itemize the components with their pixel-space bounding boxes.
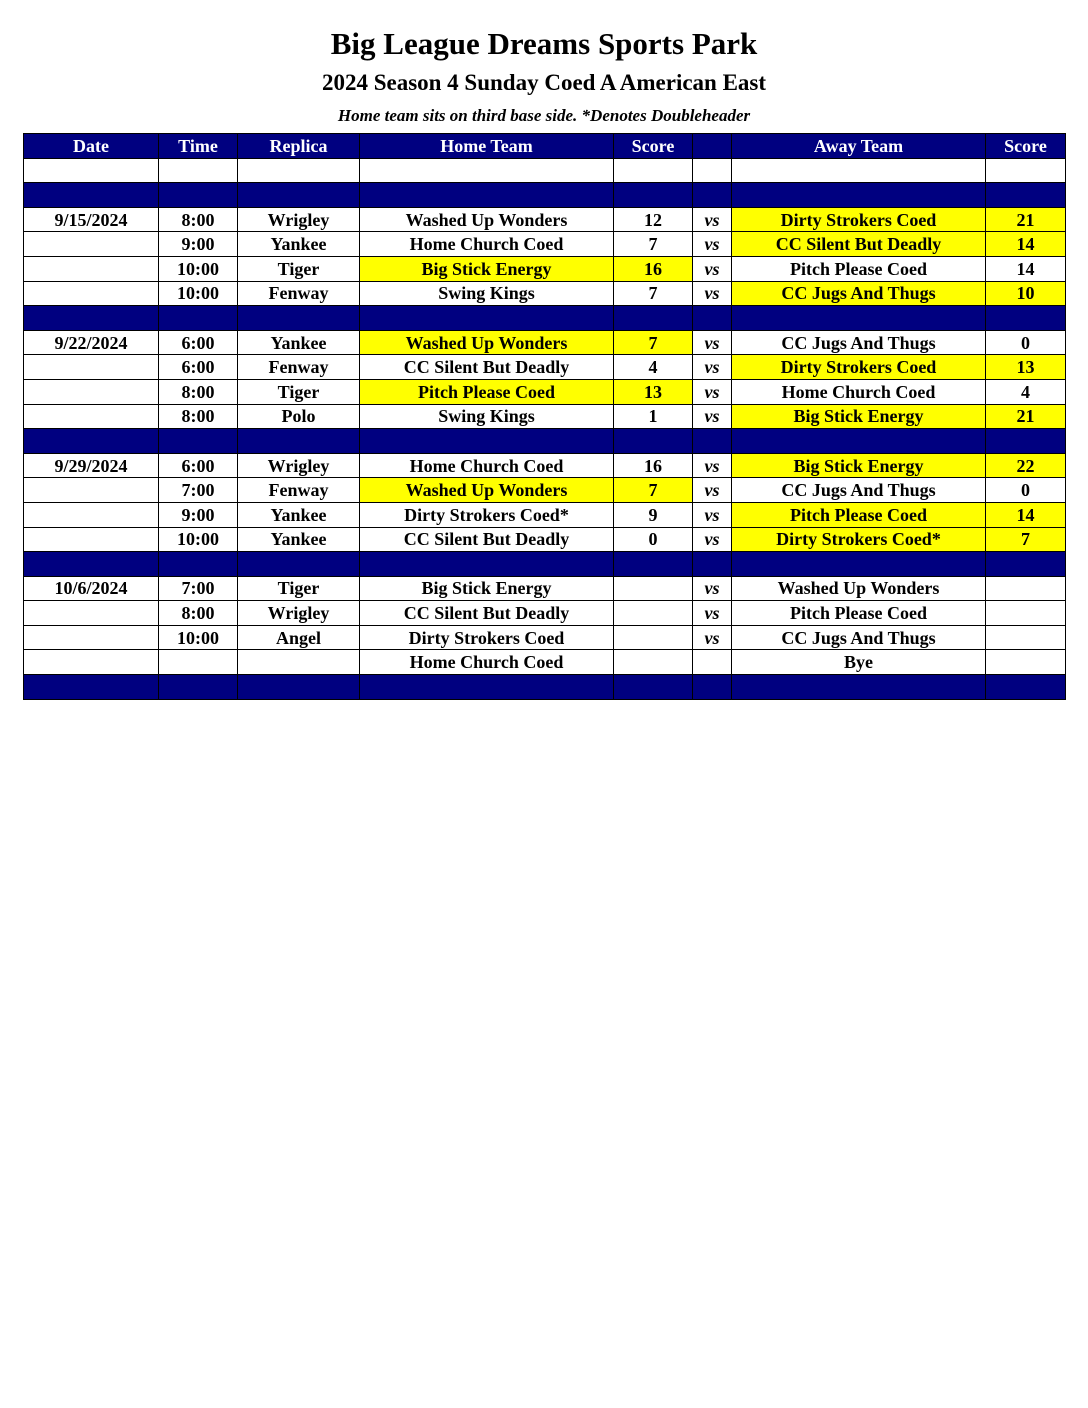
time-cell: 10:00 bbox=[159, 527, 238, 552]
away-score-cell: 14 bbox=[986, 232, 1066, 257]
game-row bbox=[24, 404, 1066, 429]
time-cell bbox=[159, 429, 238, 454]
col-header-away-score: Score bbox=[986, 134, 1066, 159]
game-row bbox=[24, 379, 1066, 404]
schedule-body bbox=[24, 158, 1066, 699]
time-cell: 9:00 bbox=[159, 502, 238, 527]
away-team-cell bbox=[732, 552, 986, 577]
home-score-cell: 4 bbox=[614, 355, 693, 380]
replica-cell: Polo bbox=[238, 404, 360, 429]
game-row bbox=[24, 601, 1066, 626]
home-team-cell: Swing Kings bbox=[360, 281, 614, 306]
separator-row bbox=[24, 552, 1066, 577]
away-team-cell: Dirty Strokers Coed* bbox=[732, 527, 986, 552]
time-cell: 7:00 bbox=[159, 576, 238, 601]
time-cell: 10:00 bbox=[159, 625, 238, 650]
away-team-cell: Dirty Strokers Coed bbox=[732, 207, 986, 232]
home-score-cell: 16 bbox=[614, 256, 693, 281]
date-cell bbox=[24, 158, 159, 183]
vs-cell: vs bbox=[693, 379, 732, 404]
separator-row bbox=[24, 306, 1066, 331]
replica-cell bbox=[238, 552, 360, 577]
date-cell bbox=[24, 183, 159, 208]
home-team-cell bbox=[360, 429, 614, 454]
col-header-home-team: Home Team bbox=[360, 134, 614, 159]
time-cell bbox=[159, 158, 238, 183]
replica-cell: Tiger bbox=[238, 379, 360, 404]
game-row bbox=[24, 355, 1066, 380]
date-cell bbox=[24, 625, 159, 650]
game-row bbox=[24, 502, 1066, 527]
replica-cell bbox=[238, 429, 360, 454]
home-team-cell: Big Stick Energy bbox=[360, 256, 614, 281]
home-team-cell bbox=[360, 158, 614, 183]
replica-cell: Tiger bbox=[238, 576, 360, 601]
game-row bbox=[24, 281, 1066, 306]
time-cell bbox=[159, 552, 238, 577]
away-team-cell: Dirty Strokers Coed bbox=[732, 355, 986, 380]
home-score-cell: 7 bbox=[614, 232, 693, 257]
vs-cell: vs bbox=[693, 207, 732, 232]
away-team-cell bbox=[732, 675, 986, 700]
home-team-cell bbox=[360, 552, 614, 577]
home-score-cell bbox=[614, 429, 693, 454]
col-header-home-score: Score bbox=[614, 134, 693, 159]
vs-cell: vs bbox=[693, 527, 732, 552]
away-team-cell: CC Jugs And Thugs bbox=[732, 478, 986, 503]
time-cell: 8:00 bbox=[159, 379, 238, 404]
vs-cell bbox=[693, 158, 732, 183]
home-score-cell: 0 bbox=[614, 527, 693, 552]
away-team-cell: CC Jugs And Thugs bbox=[732, 281, 986, 306]
replica-cell: Yankee bbox=[238, 330, 360, 355]
away-team-cell: Pitch Please Coed bbox=[732, 601, 986, 626]
home-score-cell: 16 bbox=[614, 453, 693, 478]
date-cell bbox=[24, 675, 159, 700]
away-score-cell: 10 bbox=[986, 281, 1066, 306]
away-team-cell: Bye bbox=[732, 650, 986, 675]
vs-cell: vs bbox=[693, 502, 732, 527]
time-cell: 10:00 bbox=[159, 281, 238, 306]
away-score-cell: 0 bbox=[986, 478, 1066, 503]
date-cell bbox=[24, 527, 159, 552]
vs-cell bbox=[693, 306, 732, 331]
date-cell bbox=[24, 355, 159, 380]
date-cell bbox=[24, 650, 159, 675]
time-cell bbox=[159, 650, 238, 675]
vs-cell: vs bbox=[693, 281, 732, 306]
home-score-cell bbox=[614, 306, 693, 331]
away-team-cell: Big Stick Energy bbox=[732, 453, 986, 478]
separator-row bbox=[24, 183, 1066, 208]
vs-cell: vs bbox=[693, 453, 732, 478]
schedule-note: Home team sits on third base side. *Denotes Doubleheader bbox=[337, 106, 751, 125]
time-cell: 7:00 bbox=[159, 478, 238, 503]
vs-cell: vs bbox=[693, 576, 732, 601]
replica-cell bbox=[238, 158, 360, 183]
away-score-cell: 7 bbox=[986, 527, 1066, 552]
game-row bbox=[24, 207, 1066, 232]
blank-row bbox=[24, 158, 1066, 183]
replica-cell bbox=[238, 306, 360, 331]
home-team-cell: Dirty Strokers Coed bbox=[360, 625, 614, 650]
home-team-cell bbox=[360, 306, 614, 331]
time-cell: 10:00 bbox=[159, 256, 238, 281]
vs-cell: vs bbox=[693, 625, 732, 650]
schedule-table bbox=[23, 133, 1066, 700]
vs-cell bbox=[693, 552, 732, 577]
time-cell bbox=[159, 675, 238, 700]
away-team-cell bbox=[732, 183, 986, 208]
game-row bbox=[24, 478, 1066, 503]
home-score-cell: 7 bbox=[614, 478, 693, 503]
away-team-cell: CC Silent But Deadly bbox=[732, 232, 986, 257]
away-score-cell: 21 bbox=[986, 207, 1066, 232]
away-score-cell: 4 bbox=[986, 379, 1066, 404]
home-team-cell: Pitch Please Coed bbox=[360, 379, 614, 404]
vs-cell: vs bbox=[693, 404, 732, 429]
home-team-cell bbox=[360, 675, 614, 700]
away-team-cell: Pitch Please Coed bbox=[732, 256, 986, 281]
home-score-cell: 13 bbox=[614, 379, 693, 404]
time-cell: 6:00 bbox=[159, 453, 238, 478]
home-team-cell: CC Silent But Deadly bbox=[360, 527, 614, 552]
away-team-cell bbox=[732, 429, 986, 454]
replica-cell: Yankee bbox=[238, 527, 360, 552]
vs-cell: vs bbox=[693, 256, 732, 281]
home-team-cell: Washed Up Wonders bbox=[360, 330, 614, 355]
home-team-cell: Big Stick Energy bbox=[360, 576, 614, 601]
replica-cell bbox=[238, 183, 360, 208]
replica-cell: Yankee bbox=[238, 232, 360, 257]
date-cell bbox=[24, 429, 159, 454]
date-cell bbox=[24, 502, 159, 527]
time-cell: 6:00 bbox=[159, 355, 238, 380]
home-team-cell: Dirty Strokers Coed* bbox=[360, 502, 614, 527]
vs-cell: vs bbox=[693, 601, 732, 626]
replica-cell: Wrigley bbox=[238, 601, 360, 626]
away-score-cell bbox=[986, 601, 1066, 626]
away-score-cell: 14 bbox=[986, 256, 1066, 281]
replica-cell bbox=[238, 675, 360, 700]
replica-cell bbox=[238, 650, 360, 675]
time-cell bbox=[159, 183, 238, 208]
time-cell: 8:00 bbox=[159, 404, 238, 429]
game-row bbox=[24, 330, 1066, 355]
replica-cell: Wrigley bbox=[238, 207, 360, 232]
col-header-time: Time bbox=[159, 134, 238, 159]
home-score-cell bbox=[614, 650, 693, 675]
vs-cell bbox=[693, 183, 732, 208]
home-team-cell bbox=[360, 183, 614, 208]
date-cell: 9/29/2024 bbox=[24, 453, 159, 478]
away-score-cell: 14 bbox=[986, 502, 1066, 527]
away-score-cell bbox=[986, 158, 1066, 183]
date-cell: 10/6/2024 bbox=[24, 576, 159, 601]
date-cell: 9/15/2024 bbox=[24, 207, 159, 232]
away-team-cell: CC Jugs And Thugs bbox=[732, 625, 986, 650]
away-score-cell bbox=[986, 576, 1066, 601]
away-team-cell: Washed Up Wonders bbox=[732, 576, 986, 601]
home-score-cell bbox=[614, 675, 693, 700]
home-team-cell: Washed Up Wonders bbox=[360, 478, 614, 503]
home-score-cell: 12 bbox=[614, 207, 693, 232]
away-score-cell: 13 bbox=[986, 355, 1066, 380]
home-team-cell: CC Silent But Deadly bbox=[360, 355, 614, 380]
home-score-cell bbox=[614, 158, 693, 183]
away-score-cell: 0 bbox=[986, 330, 1066, 355]
home-score-cell: 7 bbox=[614, 281, 693, 306]
game-row bbox=[24, 576, 1066, 601]
home-team-cell: Swing Kings bbox=[360, 404, 614, 429]
col-header-replica: Replica bbox=[238, 134, 360, 159]
home-score-cell bbox=[614, 576, 693, 601]
date-cell bbox=[24, 256, 159, 281]
date-cell bbox=[24, 478, 159, 503]
page-subtitle: 2024 Season 4 Sunday Coed A American East bbox=[321, 70, 767, 95]
separator-row bbox=[24, 429, 1066, 454]
game-row bbox=[24, 256, 1066, 281]
away-score-cell bbox=[986, 675, 1066, 700]
game-row bbox=[24, 625, 1066, 650]
vs-cell bbox=[693, 429, 732, 454]
col-header-away-team: Away Team bbox=[732, 134, 986, 159]
game-row bbox=[24, 232, 1066, 257]
vs-cell: vs bbox=[693, 330, 732, 355]
away-team-cell: Pitch Please Coed bbox=[732, 502, 986, 527]
away-score-cell bbox=[986, 625, 1066, 650]
game-row bbox=[24, 527, 1066, 552]
home-score-cell: 7 bbox=[614, 330, 693, 355]
away-team-cell: Big Stick Energy bbox=[732, 404, 986, 429]
time-cell: 9:00 bbox=[159, 232, 238, 257]
away-team-cell bbox=[732, 306, 986, 331]
header-row bbox=[24, 134, 1066, 159]
away-score-cell: 21 bbox=[986, 404, 1066, 429]
home-score-cell: 9 bbox=[614, 502, 693, 527]
replica-cell: Tiger bbox=[238, 256, 360, 281]
home-team-cell: Home Church Coed bbox=[360, 650, 614, 675]
replica-cell: Wrigley bbox=[238, 453, 360, 478]
away-team-cell: CC Jugs And Thugs bbox=[732, 330, 986, 355]
vs-cell: vs bbox=[693, 232, 732, 257]
date-cell: 9/22/2024 bbox=[24, 330, 159, 355]
home-team-cell: Washed Up Wonders bbox=[360, 207, 614, 232]
vs-cell: vs bbox=[693, 355, 732, 380]
date-cell bbox=[24, 281, 159, 306]
home-score-cell bbox=[614, 183, 693, 208]
date-cell bbox=[24, 232, 159, 257]
vs-cell bbox=[693, 650, 732, 675]
vs-cell bbox=[693, 675, 732, 700]
replica-cell: Yankee bbox=[238, 502, 360, 527]
page-title: Big League Dreams Sports Park bbox=[330, 26, 758, 61]
date-cell bbox=[24, 404, 159, 429]
away-score-cell bbox=[986, 429, 1066, 454]
away-score-cell bbox=[986, 650, 1066, 675]
away-score-cell bbox=[986, 552, 1066, 577]
replica-cell: Fenway bbox=[238, 281, 360, 306]
replica-cell: Angel bbox=[238, 625, 360, 650]
date-cell bbox=[24, 379, 159, 404]
home-score-cell: 1 bbox=[614, 404, 693, 429]
game-row bbox=[24, 453, 1066, 478]
home-score-cell bbox=[614, 552, 693, 577]
vs-cell: vs bbox=[693, 478, 732, 503]
time-cell: 6:00 bbox=[159, 330, 238, 355]
away-team-cell bbox=[732, 158, 986, 183]
home-team-cell: CC Silent But Deadly bbox=[360, 601, 614, 626]
separator-row bbox=[24, 675, 1066, 700]
home-score-cell bbox=[614, 601, 693, 626]
game-row bbox=[24, 650, 1066, 675]
home-team-cell: Home Church Coed bbox=[360, 453, 614, 478]
date-cell bbox=[24, 601, 159, 626]
away-score-cell bbox=[986, 306, 1066, 331]
replica-cell: Fenway bbox=[238, 478, 360, 503]
time-cell bbox=[159, 306, 238, 331]
date-cell bbox=[24, 552, 159, 577]
time-cell: 8:00 bbox=[159, 601, 238, 626]
replica-cell: Fenway bbox=[238, 355, 360, 380]
away-score-cell bbox=[986, 183, 1066, 208]
date-cell bbox=[24, 306, 159, 331]
away-team-cell: Home Church Coed bbox=[732, 379, 986, 404]
col-header-date: Date bbox=[24, 134, 159, 159]
col-header-vs bbox=[693, 134, 732, 159]
home-score-cell bbox=[614, 625, 693, 650]
home-team-cell: Home Church Coed bbox=[360, 232, 614, 257]
time-cell: 8:00 bbox=[159, 207, 238, 232]
away-score-cell: 22 bbox=[986, 453, 1066, 478]
